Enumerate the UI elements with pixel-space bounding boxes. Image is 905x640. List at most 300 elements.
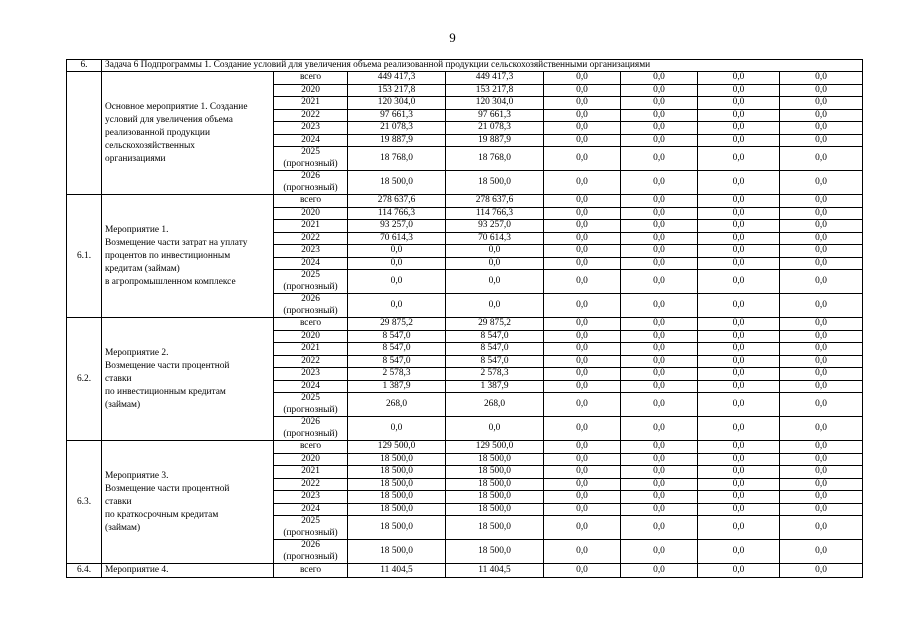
value-cell: 0,0 [621, 97, 698, 110]
item-name-line: Мероприятие 4. [105, 565, 169, 575]
year-cell [274, 122, 348, 135]
year-label: всего [299, 195, 322, 205]
value-cell: 0,0 [621, 540, 698, 564]
value-cell: 0,0 [446, 257, 544, 270]
value-cell: 18 500,0 [446, 491, 544, 504]
value-cell: 18 500,0 [446, 516, 544, 540]
value-cell: 0,0 [621, 355, 698, 368]
value-cell: 0,0 [621, 134, 698, 147]
value-cell: 19 887,9 [348, 134, 446, 147]
item-number: 6.2. [67, 318, 102, 441]
value-cell: 0,0 [698, 491, 780, 504]
item-name [102, 564, 274, 578]
year-cell [274, 72, 348, 85]
value-cell: 0,0 [698, 380, 780, 393]
value-cell: 0,0 [698, 257, 780, 270]
value-cell: 0,0 [698, 147, 780, 171]
value-cell: 0,0 [780, 318, 863, 331]
year-label: 2026 [301, 417, 320, 427]
value-cell: 0,0 [780, 97, 863, 110]
value-cell: 18 500,0 [348, 540, 446, 564]
value-cell: 70 614,3 [446, 232, 544, 245]
year-label: 2022 [301, 355, 320, 366]
value-cell: 0,0 [446, 270, 544, 294]
value-cell: 0,0 [544, 417, 621, 441]
value-cell: 0,0 [544, 257, 621, 270]
value-cell: 0,0 [780, 491, 863, 504]
value-cell: 21 078,3 [348, 122, 446, 135]
item-name-line: условий для увеличения объема [105, 114, 233, 125]
value-cell: 0,0 [621, 503, 698, 516]
year-label: 2021 [301, 466, 320, 476]
year-cell [274, 109, 348, 122]
value-cell: 0,0 [698, 134, 780, 147]
value-cell: 0,0 [621, 441, 698, 454]
value-cell: 0,0 [621, 245, 698, 258]
year-label: 2022 [301, 232, 320, 243]
value-cell: 0,0 [780, 294, 863, 318]
value-cell: 0,0 [348, 417, 446, 441]
value-cell: 70 614,3 [348, 232, 446, 245]
year-label: 2026 [301, 294, 320, 304]
value-cell: 0,0 [544, 270, 621, 294]
value-cell: 129 500,0 [348, 441, 446, 454]
value-cell: 278 637,6 [348, 195, 446, 208]
value-cell: 0,0 [780, 368, 863, 381]
value-cell: 18 500,0 [348, 491, 446, 504]
value-cell: 0,0 [544, 134, 621, 147]
value-cell: 0,0 [544, 478, 621, 491]
item-name-line: организациями [105, 153, 166, 164]
value-cell: 97 661,3 [446, 109, 544, 122]
value-cell: 268,0 [348, 393, 446, 417]
item-name-line: ставки [105, 496, 132, 507]
value-cell: 0,0 [544, 122, 621, 135]
value-cell: 0,0 [446, 417, 544, 441]
value-cell: 18 500,0 [446, 478, 544, 491]
value-cell: 0,0 [544, 330, 621, 343]
item-name-line: Основное мероприятие 1. Создание [105, 101, 248, 112]
value-cell: 0,0 [780, 270, 863, 294]
year-note: (прогнозный) [283, 551, 338, 562]
year-cell [274, 245, 348, 258]
value-cell: 0,0 [780, 453, 863, 466]
value-cell: 18 500,0 [446, 466, 544, 479]
value-cell: 449 417,3 [348, 72, 446, 85]
year-cell [274, 134, 348, 147]
value-cell: 18 768,0 [446, 147, 544, 171]
value-cell: 0,0 [544, 466, 621, 479]
value-cell: 0,0 [780, 503, 863, 516]
year-cell [274, 368, 348, 381]
value-cell: 0,0 [348, 257, 446, 270]
item-name-line: Мероприятие 3. [105, 470, 169, 481]
value-cell: 0,0 [780, 564, 863, 578]
year-cell [274, 441, 348, 454]
item-name [102, 441, 274, 564]
item-name-line: Мероприятие 2. [105, 347, 169, 358]
value-cell: 0,0 [698, 294, 780, 318]
value-cell: 18 500,0 [446, 171, 544, 195]
year-cell [274, 564, 348, 578]
value-cell: 2 578,3 [446, 368, 544, 381]
value-cell: 268,0 [446, 393, 544, 417]
year-label: 2020 [301, 330, 320, 341]
value-cell: 0,0 [780, 195, 863, 208]
value-cell: 0,0 [621, 220, 698, 233]
value-cell: 0,0 [621, 147, 698, 171]
item-number [67, 72, 102, 195]
year-label: всего [299, 72, 322, 82]
value-cell: 29 875,2 [446, 318, 544, 331]
year-cell [274, 294, 348, 318]
value-cell: 0,0 [780, 245, 863, 258]
value-cell: 0,0 [780, 330, 863, 343]
value-cell: 0,0 [621, 380, 698, 393]
value-cell: 153 217,8 [348, 84, 446, 97]
year-cell [274, 257, 348, 270]
value-cell: 0,0 [780, 134, 863, 147]
value-cell: 0,0 [698, 393, 780, 417]
value-cell: 0,0 [621, 318, 698, 331]
value-cell: 0,0 [544, 72, 621, 85]
value-cell: 0,0 [544, 220, 621, 233]
year-cell [274, 491, 348, 504]
value-cell: 0,0 [621, 232, 698, 245]
value-cell: 0,0 [544, 516, 621, 540]
value-cell: 0,0 [698, 453, 780, 466]
value-cell: 0,0 [698, 318, 780, 331]
value-cell: 0,0 [780, 516, 863, 540]
year-label: 2024 [301, 257, 320, 268]
value-cell: 0,0 [348, 294, 446, 318]
table-row [67, 318, 863, 331]
value-cell: 0,0 [621, 343, 698, 356]
value-cell: 0,0 [621, 393, 698, 417]
value-cell: 0,0 [780, 393, 863, 417]
value-cell: 0,0 [621, 195, 698, 208]
value-cell: 0,0 [544, 195, 621, 208]
year-label: 2021 [301, 220, 320, 230]
value-cell: 0,0 [544, 97, 621, 110]
value-cell: 0,0 [780, 343, 863, 356]
value-cell: 0,0 [621, 84, 698, 97]
value-cell: 11 404,5 [348, 564, 446, 578]
value-cell: 0,0 [544, 232, 621, 245]
value-cell: 0,0 [698, 232, 780, 245]
value-cell: 129 500,0 [446, 441, 544, 454]
value-cell: 0,0 [780, 232, 863, 245]
year-label: 2024 [301, 380, 320, 391]
year-label: 2022 [301, 478, 320, 489]
year-cell [274, 478, 348, 491]
value-cell: 0,0 [780, 72, 863, 85]
year-cell [274, 270, 348, 294]
year-label: 2025 [301, 147, 320, 157]
value-cell: 114 766,3 [348, 207, 446, 220]
page-number: 9 [449, 30, 456, 45]
value-cell: 0,0 [780, 540, 863, 564]
value-cell: 0,0 [780, 220, 863, 233]
value-cell: 0,0 [698, 368, 780, 381]
value-cell: 0,0 [698, 503, 780, 516]
value-cell: 18 500,0 [348, 171, 446, 195]
value-cell: 0,0 [621, 171, 698, 195]
value-cell: 0,0 [621, 466, 698, 479]
item-name-line: по краткосрочным кредитам [105, 509, 219, 520]
value-cell: 0,0 [621, 491, 698, 504]
year-label: 2025 [301, 270, 320, 280]
year-note: (прогнозный) [283, 182, 338, 193]
year-cell [274, 393, 348, 417]
year-cell [274, 503, 348, 516]
value-cell: 0,0 [446, 245, 544, 258]
year-label: 2024 [301, 503, 320, 514]
value-cell: 0,0 [621, 564, 698, 578]
value-cell: 0,0 [544, 171, 621, 195]
value-cell: 0,0 [621, 109, 698, 122]
item-name-line: кредитам (займам) [105, 263, 180, 274]
year-label: 2022 [301, 109, 320, 120]
value-cell: 0,0 [698, 171, 780, 195]
value-cell: 0,0 [780, 257, 863, 270]
value-cell: 0,0 [348, 245, 446, 258]
value-cell: 11 404,5 [446, 564, 544, 578]
value-cell: 0,0 [698, 564, 780, 578]
table-row [67, 72, 863, 85]
year-label: 2025 [301, 516, 320, 526]
item-number: 6.4. [67, 564, 102, 578]
table-row [67, 441, 863, 454]
value-cell: 0,0 [544, 109, 621, 122]
value-cell: 18 500,0 [446, 453, 544, 466]
value-cell: 18 500,0 [446, 503, 544, 516]
value-cell: 0,0 [780, 171, 863, 195]
year-label: 2023 [301, 122, 320, 132]
year-cell [274, 380, 348, 393]
item-name-line: Возмещение части процентной [105, 360, 230, 371]
value-cell: 0,0 [621, 294, 698, 318]
value-cell: 0,0 [544, 564, 621, 578]
item-name-line: реализованной продукции [105, 127, 210, 138]
year-cell [274, 84, 348, 97]
year-label: всего [299, 441, 322, 451]
value-cell: 0,0 [544, 343, 621, 356]
value-cell: 0,0 [698, 441, 780, 454]
value-cell: 0,0 [698, 220, 780, 233]
value-cell: 0,0 [348, 270, 446, 294]
year-cell [274, 171, 348, 195]
item-name-line: Возмещение части процентной [105, 483, 230, 494]
year-cell [274, 516, 348, 540]
value-cell: 18 500,0 [446, 540, 544, 564]
year-cell [274, 147, 348, 171]
value-cell: 0,0 [780, 466, 863, 479]
year-cell [274, 318, 348, 331]
value-cell: 0,0 [698, 343, 780, 356]
year-cell [274, 540, 348, 564]
year-cell [274, 466, 348, 479]
value-cell: 29 875,2 [348, 318, 446, 331]
value-cell: 0,0 [544, 503, 621, 516]
value-cell: 0,0 [621, 368, 698, 381]
year-label: 2021 [301, 343, 320, 353]
year-note: (прогнозный) [283, 281, 338, 292]
year-label: всего [299, 564, 322, 575]
value-cell: 0,0 [544, 294, 621, 318]
value-cell: 8 547,0 [446, 330, 544, 343]
item-name [102, 318, 274, 441]
year-label: 2020 [301, 84, 320, 95]
value-cell: 0,0 [780, 355, 863, 368]
year-note: (прогнозный) [283, 305, 338, 316]
value-cell: 0,0 [621, 72, 698, 85]
year-label: 2026 [301, 171, 320, 181]
item-name-line: сельскохозяйственных [105, 140, 195, 151]
value-cell: 18 500,0 [348, 466, 446, 479]
value-cell: 0,0 [698, 330, 780, 343]
value-cell: 0,0 [621, 122, 698, 135]
value-cell: 97 661,3 [348, 109, 446, 122]
value-cell: 278 637,6 [446, 195, 544, 208]
value-cell: 0,0 [544, 491, 621, 504]
item-name-line: ставки [105, 373, 132, 384]
budget-table [66, 59, 863, 578]
value-cell: 0,0 [780, 84, 863, 97]
item-name-line: (займам) [105, 522, 141, 533]
value-cell: 0,0 [446, 294, 544, 318]
year-label: 2023 [301, 368, 320, 378]
value-cell: 8 547,0 [446, 355, 544, 368]
year-label: 2026 [301, 540, 320, 550]
value-cell: 0,0 [621, 478, 698, 491]
year-note: (прогнозный) [283, 158, 338, 169]
year-cell [274, 330, 348, 343]
value-cell: 0,0 [621, 257, 698, 270]
value-cell: 18 500,0 [348, 478, 446, 491]
value-cell: 8 547,0 [348, 355, 446, 368]
value-cell: 19 887,9 [446, 134, 544, 147]
value-cell: 0,0 [698, 72, 780, 85]
year-note: (прогнозный) [283, 404, 338, 415]
year-cell [274, 453, 348, 466]
value-cell: 0,0 [621, 330, 698, 343]
value-cell: 120 304,0 [348, 97, 446, 110]
value-cell: 1 387,9 [446, 380, 544, 393]
year-label: 2023 [301, 245, 320, 255]
year-cell [274, 343, 348, 356]
value-cell: 0,0 [780, 478, 863, 491]
year-note: (прогнозный) [283, 527, 338, 538]
value-cell: 93 257,0 [348, 220, 446, 233]
value-cell: 0,0 [698, 355, 780, 368]
value-cell: 0,0 [780, 417, 863, 441]
year-note: (прогнозный) [283, 428, 338, 439]
year-label: 2021 [301, 97, 320, 107]
item-name [102, 195, 274, 318]
value-cell: 0,0 [544, 540, 621, 564]
year-label: 2020 [301, 207, 320, 218]
value-cell: 0,0 [698, 245, 780, 258]
value-cell: 0,0 [698, 207, 780, 220]
value-cell: 0,0 [621, 207, 698, 220]
year-label: всего [299, 318, 322, 328]
year-cell [274, 195, 348, 208]
value-cell: 0,0 [544, 147, 621, 171]
year-label: 2020 [301, 453, 320, 464]
value-cell: 8 547,0 [348, 330, 446, 343]
value-cell: 2 578,3 [348, 368, 446, 381]
value-cell: 0,0 [780, 380, 863, 393]
value-cell: 0,0 [544, 368, 621, 381]
table-row [67, 564, 863, 578]
value-cell: 0,0 [621, 453, 698, 466]
value-cell: 0,0 [780, 147, 863, 171]
year-cell [274, 220, 348, 233]
value-cell: 0,0 [621, 516, 698, 540]
item-name-line: процентов по инвестиционным [105, 250, 231, 261]
value-cell: 0,0 [544, 318, 621, 331]
item-name-line: (займам) [105, 399, 141, 410]
value-cell: 153 217,8 [446, 84, 544, 97]
value-cell: 1 387,9 [348, 380, 446, 393]
value-cell: 0,0 [698, 195, 780, 208]
value-cell: 120 304,0 [446, 97, 544, 110]
value-cell: 8 547,0 [348, 343, 446, 356]
year-cell [274, 417, 348, 441]
value-cell: 93 257,0 [446, 220, 544, 233]
table-row [67, 195, 863, 208]
value-cell: 18 500,0 [348, 453, 446, 466]
value-cell: 0,0 [698, 122, 780, 135]
item-number: 6.1. [67, 195, 102, 318]
value-cell: 0,0 [544, 453, 621, 466]
value-cell: 0,0 [698, 478, 780, 491]
value-cell: 18 500,0 [348, 503, 446, 516]
value-cell: 0,0 [544, 207, 621, 220]
item-name [102, 72, 274, 195]
task-number: 6. [67, 60, 102, 72]
task-header-row [67, 60, 863, 72]
value-cell: 0,0 [621, 417, 698, 441]
value-cell: 0,0 [780, 109, 863, 122]
value-cell: 0,0 [698, 97, 780, 110]
value-cell: 0,0 [698, 540, 780, 564]
value-cell: 0,0 [698, 417, 780, 441]
value-cell: 0,0 [544, 441, 621, 454]
value-cell: 0,0 [621, 270, 698, 294]
value-cell: 0,0 [698, 84, 780, 97]
value-cell: 18 500,0 [348, 516, 446, 540]
item-name-line: в агропромышленном комплексе [105, 276, 236, 287]
value-cell: 18 768,0 [348, 147, 446, 171]
value-cell: 0,0 [698, 270, 780, 294]
item-name-line: Возмещение части затрат на уплату [105, 237, 248, 248]
year-label: 2024 [301, 134, 320, 145]
value-cell: 0,0 [698, 109, 780, 122]
value-cell: 114 766,3 [446, 207, 544, 220]
value-cell: 0,0 [780, 441, 863, 454]
value-cell: 449 417,3 [446, 72, 544, 85]
value-cell: 0,0 [544, 380, 621, 393]
year-cell [274, 97, 348, 110]
item-number: 6.3. [67, 441, 102, 564]
item-name-line: Мероприятие 1. [105, 224, 169, 235]
value-cell: 0,0 [780, 207, 863, 220]
value-cell: 0,0 [544, 393, 621, 417]
task-title: Задача 6 Подпрограммы 1. Создание условий для увеличения объема реализованной продукции сельскохозяйственными организациями [102, 60, 863, 72]
year-label: 2023 [301, 491, 320, 501]
